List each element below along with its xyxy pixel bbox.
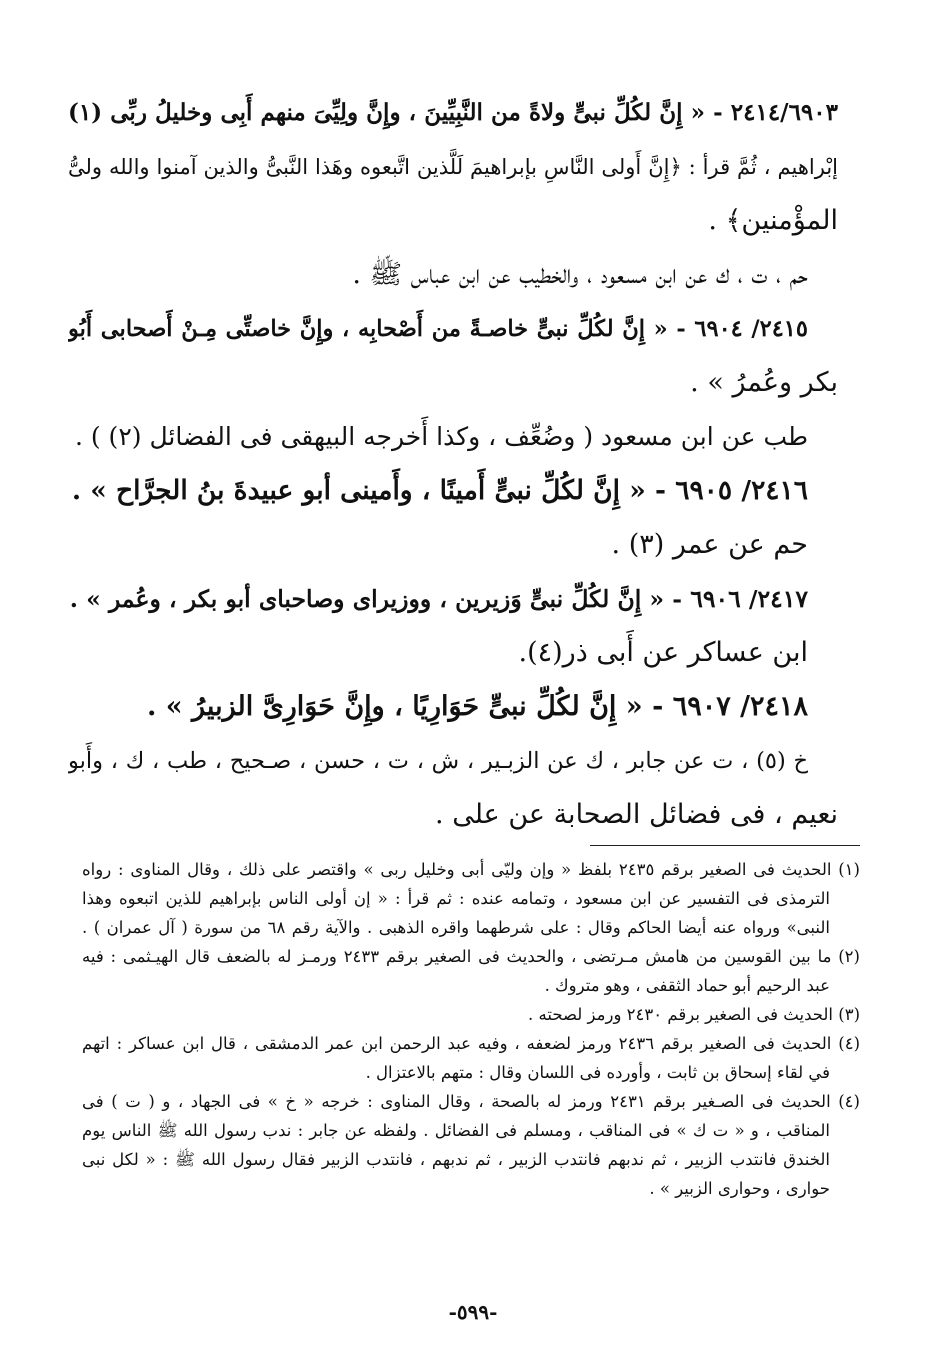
page-number: -٥٩٩- xyxy=(448,1300,498,1324)
footnote-4-line-2: في لقاء إسحاق بن ثابت ، وأورده فى اللسان وقال : متهم بالاعتزال . xyxy=(365,1063,830,1082)
footnote-1-line-3: النبى» ورواه عنه أيضا الحاكم وقال : على شرطهما واقره الذهبى . والآية رقم ٦٨ من سورة ( آل عمران ) . xyxy=(82,918,830,937)
hadith-6903-line-3: المؤْمنين﴾ . xyxy=(708,205,838,236)
footnote-5-line-4: حوارى ، وحوارى الزبير » . xyxy=(649,1179,830,1198)
footnote-1-line-1: (١) الحديث فى الصغير برقم ٢٤٣٥ بلفظ « وإن وليّى أبى وخليل ربى » واقتصر على ذلك ، وقال المناوى : رواه xyxy=(82,860,860,879)
hadith-6904-source: طب عن ابن مسعود ( وضُعِّف ، وكذا أَخرجه البيهقى فى الفضائل (٢) ) . xyxy=(74,422,808,451)
hadith-6903-source: حم ، ت ، ك عن ابن مسعود ، والخطيب عن ابن عباس ﷺ . xyxy=(352,259,808,290)
hadith-6904-line-1: ٢٤١٥/ ٦٩٠٤ - « إِنَّ لكُلِّ نبىٍّ خاصـةً من أَصْحابِه ، وإِنَّ خاصتِّى مِـنْ أَصحابى أَبُو xyxy=(68,316,808,342)
footnote-divider xyxy=(590,845,860,846)
hadith-6905-line-1: ٢٤١٦/ ٦٩٠٥ - « إِنَّ لكُلِّ نبىٍّ أَمينًا ، وأَمينى أبو عبيدةَ بنُ الجرَّاح » . xyxy=(71,475,808,506)
hadith-6904-line-2: بكر وعُمرُ » . xyxy=(690,367,838,398)
footnote-5-line-2: المناقب ، و « ت ك » فى المناقب ، ومسلم فى الفضائل . ولفظه عن جابر : ندب رسول الله ﷺ الناس يوم xyxy=(82,1121,830,1140)
footnote-5-line-3: الخندق فانتدب الزبير ، ثم ندبهم فانتدب الزبير ، ثم ندبهم ، فانتدب الزبير فقال رسول الله ﷺ : « لكل نبى xyxy=(82,1150,830,1169)
hadith-6907-line-1: ٢٤١٨/ ٦٩٠٧ - « إِنَّ لكُلِّ نبىٍّ حَوَارِيًا ، وإِنَّ حَوَارِىَّ الزبيرُ » . xyxy=(146,691,808,722)
main-text xyxy=(68,86,838,842)
footnote-3-line-1: (٣) الحديث فى الصغير برقم ٢٤٣٠ ورمز لصحته . xyxy=(528,1005,860,1024)
footnote-1-line-2: الترمذى فى التفسير عن ابن مسعود ، وتمامه عنده : ثم قرأ : « إن أولى الناس بإبراهيم للذين اتبعوه وهذا xyxy=(82,889,830,908)
hadith-6907-source-line-2: نعيم ، فى فضائل الصحابة عن على . xyxy=(435,799,838,830)
hadith-6907-source-line-1: خ (٥) ، ت عن جابر ، ك عن الزبـير ، ش ، ت ، حسن ، صـحيح ، طب ، ك ، وأَبو xyxy=(68,748,808,774)
hadith-6903-line-1: ٢٤١٤/٦٩٠٣ - « إِنَّ لكُلِّ نبىٍّ ولاةً من النَّبِيِّينَ ، وإِنَّ ولِيِّىَ منهم أَبِى وخليلُ ربِّى (١) xyxy=(68,99,838,126)
footnote-2-line-2: عبد الرحيم أبو حماد الثقفى ، وهو متروك . xyxy=(544,976,830,995)
hadith-6906-source: ابن عساكر عن أَبى ذر(٤). xyxy=(518,637,808,668)
footnote-2-line-1: (٢) ما بين القوسين من هامش مـرتضى ، والحديث فى الصغير برقم ٢٤٣٣ ورمـز له بالضعف قال الهيـثمى : فيه xyxy=(82,947,860,966)
hadith-6903-line-2: إبْراهيم ، ثُمَّ قرأ : ﴿إِنَّ أَولى النَّاسِ بإبراهيمَ لَلَّذين اتَّبعوه وهَذا النَّبىُّ والذين آمنوا والله ولىُّ xyxy=(68,155,838,179)
footnote-4-line-1: (٤) الحديث فى الصغير برقم ٢٤٣٦ ورمز لضعفه ، وفيه عبد الرحمن ابن عمر الدمشقى ، قال ابن عساكر : اتهم xyxy=(82,1034,860,1053)
footnote-5-line-1: (٤) الحديث فى الصـغير برقم ٢٤٣١ ورمز له بالصحة ، وقال المناوى : خرجه « خ » فى الجهاد ، و ( ت ) فى xyxy=(82,1092,860,1111)
hadith-6906-line-1: ٢٤١٧/ ٦٩٠٦ - « إِنَّ لكُلِّ نبىٍّ وَزيرين ، ووزيراى وصاحباى أبو بكر ، وعُمر » . xyxy=(69,585,808,613)
hadith-6905-source: حم عن عمر (٣) . xyxy=(611,529,808,560)
footnotes xyxy=(82,855,860,1203)
